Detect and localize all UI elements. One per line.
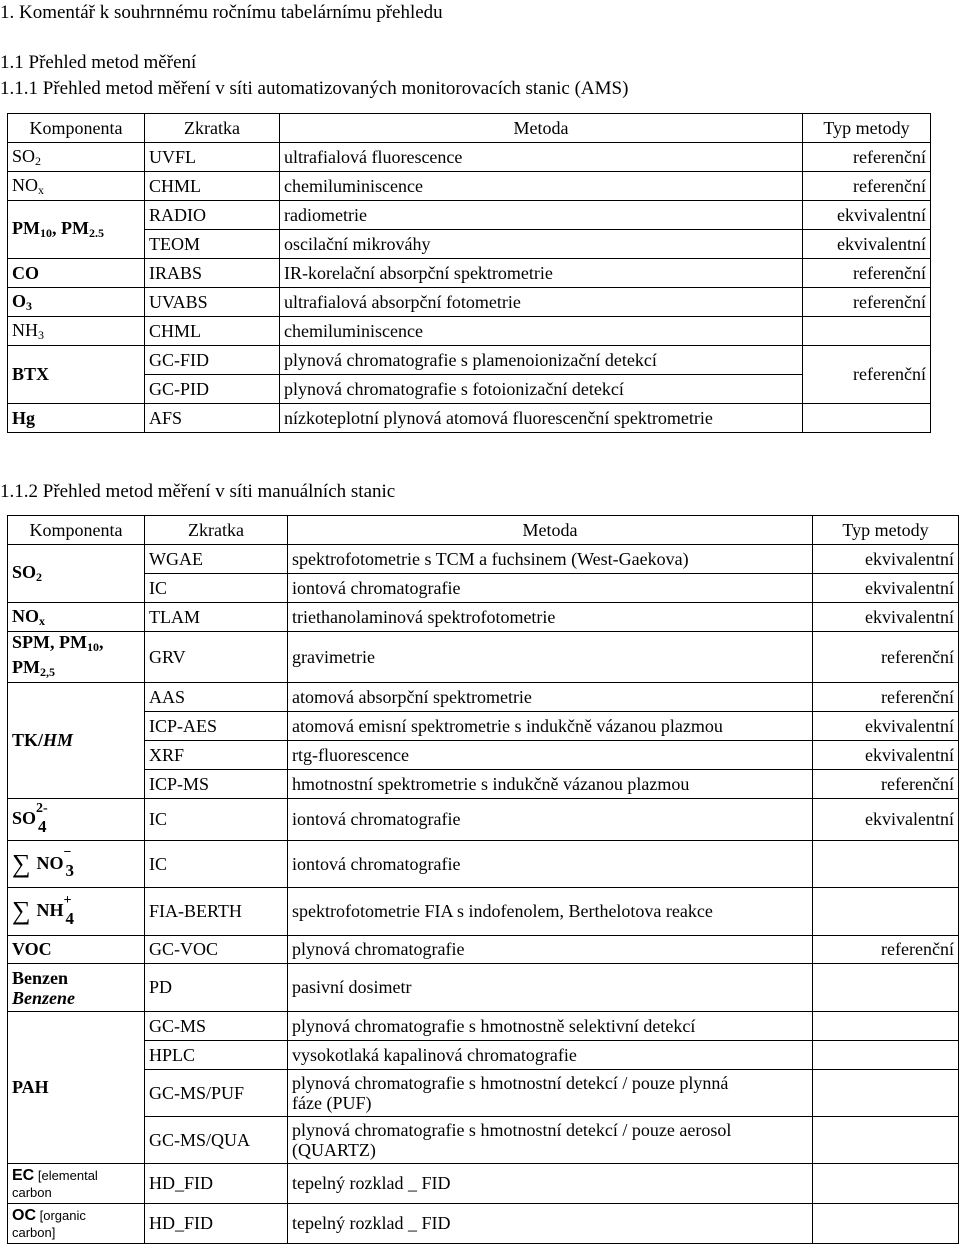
header-komponenta: Komponenta <box>8 516 145 545</box>
zkratka-cell: IRABS <box>145 259 280 288</box>
typ-cell: ekvivalentní <box>803 230 931 259</box>
zkratka-cell: UVFL <box>145 143 280 172</box>
metoda-cell: triethanolaminová spektrofotometrie <box>288 603 813 632</box>
metoda-cell: iontová chromatografie <box>288 574 813 603</box>
typ-cell: referenční <box>813 936 959 964</box>
typ-cell: referenční <box>803 288 931 317</box>
komponenta-cell: CO <box>8 259 145 288</box>
table-row <box>8 230 931 259</box>
zkratka-cell: FIA-BERTH <box>145 888 288 936</box>
zkratka-cell: GC-MS/QUA <box>145 1117 288 1164</box>
table-row <box>8 1012 959 1041</box>
table-row <box>8 603 959 632</box>
typ-cell: ekvivalentní <box>813 574 959 603</box>
table-row <box>8 404 931 433</box>
komponenta-cell: $NH_3$ <box>8 317 145 346</box>
metoda-cell: spektrofotometrie FIA s indofenolem, Berthelotova reakce <box>288 888 813 936</box>
table-row <box>8 1041 959 1070</box>
komponenta-cell: $SO_2$ <box>8 143 145 172</box>
komponenta-cell: $SO_2$ <box>8 545 145 603</box>
komponenta-cell: TK/HM <box>8 683 145 799</box>
metoda-cell: atomová absorpční spektrometrie <box>288 683 813 712</box>
sigma-icon: ∑ <box>12 896 31 926</box>
table-row <box>8 259 931 288</box>
komponenta-cell: BTX <box>8 346 145 404</box>
table-row <box>8 888 959 936</box>
zkratka-cell: ICP-AES <box>145 712 288 741</box>
metoda-cell: chemiluminiscence <box>280 172 803 201</box>
komponenta-cell: $O_3$ <box>8 288 145 317</box>
zkratka-cell: GRV <box>145 632 288 683</box>
heading-subsection-manual: 1.1.2 Přehled metod měření v síti manuálních stanic <box>0 481 396 502</box>
typ-cell: referenční <box>813 632 959 683</box>
komponenta-cell: Hg <box>8 404 145 433</box>
zkratka-cell: GC-MS/PUF <box>145 1070 288 1117</box>
table-row <box>8 964 959 1012</box>
table-row <box>8 799 959 841</box>
header-metoda: Metoda <box>280 114 803 143</box>
header-zkratka: Zkratka <box>145 114 280 143</box>
zkratka-cell: WGAE <box>145 545 288 574</box>
typ-cell: referenční <box>813 683 959 712</box>
komponenta-cell: OC [organic carbon] <box>8 1204 145 1244</box>
table-row <box>8 545 959 574</box>
metoda-cell: iontová chromatografie <box>288 799 813 841</box>
metoda-cell: ultrafialová absorpční fotometrie <box>280 288 803 317</box>
komponenta-cell: $NO_x$ <box>8 603 145 632</box>
metoda-cell: rtg-fluorescence <box>288 741 813 770</box>
metoda-cell: plynová chromatografie s hmotnostně selektivní detekcí <box>288 1012 813 1041</box>
typ-cell-empty <box>813 841 959 888</box>
zkratka-cell: TEOM <box>145 230 280 259</box>
zkratka-cell: UVABS <box>145 288 280 317</box>
table-row <box>8 632 959 683</box>
komponenta-cell: ∑ NO − 3 <box>8 841 145 888</box>
metoda-cell: tepelný rozklad _ FID <box>288 1164 813 1204</box>
zkratka-cell: CHML <box>145 317 280 346</box>
metoda-cell: plynová chromatografie s hmotnostní detekcí / pouze aerosol (QUARTZ) <box>288 1117 813 1164</box>
zkratka-cell: HD_FID <box>145 1204 288 1244</box>
typ-cell: ekvivalentní <box>813 799 959 841</box>
table-row <box>8 172 931 201</box>
typ-cell: ekvivalentní <box>803 201 931 230</box>
zkratka-cell: GC-FID <box>145 346 280 375</box>
typ-cell: referenční <box>813 770 959 799</box>
typ-cell: referenční <box>803 346 931 404</box>
header-typ: Typ metody <box>813 516 959 545</box>
heading-section: 1.1 Přehled metod měření <box>0 52 197 73</box>
typ-cell: ekvivalentní <box>813 603 959 632</box>
metoda-cell: tepelný rozklad _ FID <box>288 1204 813 1244</box>
table-row <box>8 375 931 404</box>
typ-cell: ekvivalentní <box>813 741 959 770</box>
table-row <box>8 1204 959 1244</box>
zkratka-cell: IC <box>145 799 288 841</box>
header-typ: Typ metody <box>803 114 931 143</box>
typ-cell-empty <box>813 1012 959 1041</box>
header-komponenta: Komponenta <box>8 114 145 143</box>
metoda-cell: spektrofotometrie s TCM a fuchsinem (West-Gaekova) <box>288 545 813 574</box>
komponenta-cell: PAH <box>8 1012 145 1164</box>
typ-cell: referenční <box>803 143 931 172</box>
zkratka-cell: GC-PID <box>145 375 280 404</box>
table-row <box>8 143 931 172</box>
metoda-cell: vysokotlaká kapalinová chromatografie <box>288 1041 813 1070</box>
komponenta-cell: $NO_x$ <box>8 172 145 201</box>
zkratka-cell: TLAM <box>145 603 288 632</box>
table-row <box>8 741 959 770</box>
komponenta-cell: Benzen Benzene <box>8 964 145 1012</box>
table-row <box>8 1070 959 1117</box>
zkratka-cell: PD <box>145 964 288 1012</box>
komponenta-cell: VOC <box>8 936 145 964</box>
table-row <box>8 936 959 964</box>
zkratka-cell: GC-MS <box>145 1012 288 1041</box>
typ-cell-empty <box>803 404 931 433</box>
metoda-cell: atomová emisní spektrometrie s indukčně vázanou plazmou <box>288 712 813 741</box>
table-row <box>8 841 959 888</box>
zkratka-cell: GC-VOC <box>145 936 288 964</box>
komponenta-cell: SPM, $PM_{10}$, $PM_{2,5}$ <box>8 632 145 683</box>
metoda-cell: gravimetrie <box>288 632 813 683</box>
zkratka-cell: HPLC <box>145 1041 288 1070</box>
komponenta-cell: $PM_{10}$, $PM_{2.5}$ <box>8 201 145 259</box>
metoda-cell: pasivní dosimetr <box>288 964 813 1012</box>
table-header-row <box>8 114 931 143</box>
header-metoda: Metoda <box>288 516 813 545</box>
typ-cell-empty <box>813 1117 959 1164</box>
table-row <box>8 317 931 346</box>
zkratka-cell: AAS <box>145 683 288 712</box>
typ-cell: ekvivalentní <box>813 545 959 574</box>
manual-methods-table <box>7 515 959 1244</box>
typ-cell: referenční <box>803 172 931 201</box>
metoda-cell: plynová chromatografie <box>288 936 813 964</box>
table-header-row <box>8 516 959 545</box>
komponenta-cell <box>8 799 145 841</box>
table-row <box>8 683 959 712</box>
zkratka-cell: CHML <box>145 172 280 201</box>
metoda-cell: plynová chromatografie s hmotnostní detekcí / pouze plynná fáze (PUF) <box>288 1070 813 1117</box>
typ-cell-empty <box>813 1070 959 1117</box>
heading-chapter: 1. Komentář k souhrnnému ročnímu tabelárnímu přehledu <box>0 2 443 23</box>
sulfate-formula: SO 2- 4 <box>12 800 48 836</box>
table-row <box>8 288 931 317</box>
header-zkratka: Zkratka <box>145 516 288 545</box>
zkratka-cell: RADIO <box>145 201 280 230</box>
metoda-cell: radiometrie <box>280 201 803 230</box>
metoda-cell: chemiluminiscence <box>280 317 803 346</box>
table-row <box>8 770 959 799</box>
table-row <box>8 201 931 230</box>
typ-cell-empty <box>813 1041 959 1070</box>
metoda-cell: oscilační mikrováhy <box>280 230 803 259</box>
komponenta-cell: ∑ NH + 4 <box>8 888 145 936</box>
table-row <box>8 712 959 741</box>
table-row <box>8 346 931 375</box>
typ-cell-empty <box>813 964 959 1012</box>
table-row <box>8 574 959 603</box>
typ-cell: referenční <box>803 259 931 288</box>
zkratka-cell: AFS <box>145 404 280 433</box>
metoda-cell: plynová chromatografie s plamenoionizační detekcí <box>280 346 803 375</box>
zkratka-cell: HD_FID <box>145 1164 288 1204</box>
sigma-icon: ∑ <box>12 848 31 878</box>
typ-cell-empty <box>813 1164 959 1204</box>
metoda-cell: hmotnostní spektrometrie s indukčně vázanou plazmou <box>288 770 813 799</box>
metoda-cell: iontová chromatografie <box>288 841 813 888</box>
zkratka-cell: IC <box>145 574 288 603</box>
typ-cell-empty <box>813 1204 959 1244</box>
ams-methods-table <box>7 113 931 433</box>
zkratka-cell: ICP-MS <box>145 770 288 799</box>
komponenta-cell: EC [elemental carbon <box>8 1164 145 1204</box>
typ-cell-empty <box>803 317 931 346</box>
metoda-cell: IR-korelační absorpční spektrometrie <box>280 259 803 288</box>
typ-cell: ekvivalentní <box>813 712 959 741</box>
zkratka-cell: IC <box>145 841 288 888</box>
table-row <box>8 1117 959 1164</box>
metoda-cell: plynová chromatografie s fotoionizační detekcí <box>280 375 803 404</box>
metoda-cell: nízkoteplotní plynová atomová fluorescenční spektrometrie <box>280 404 803 433</box>
heading-subsection-ams: 1.1.1 Přehled metod měření v síti automatizovaných monitorovacích stanic (AMS) <box>0 78 629 99</box>
metoda-cell: ultrafialová fluorescence <box>280 143 803 172</box>
table-row <box>8 1164 959 1204</box>
zkratka-cell: XRF <box>145 741 288 770</box>
typ-cell-empty <box>813 888 959 936</box>
